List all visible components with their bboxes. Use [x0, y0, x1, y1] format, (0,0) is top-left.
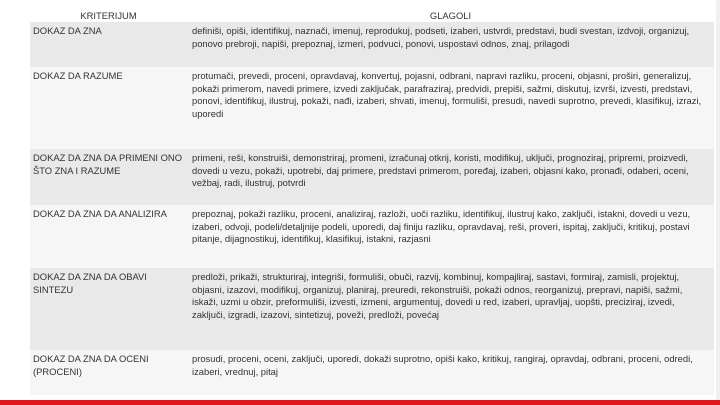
accent-bottom-bar [0, 400, 720, 405]
criterion-cell: DOKAZ DA ZNA DA OCENI (PROCENI) [30, 350, 187, 395]
table-row [30, 268, 714, 350]
criterion-cell: DOKAZ DA ZNA DA OBAVI SINTEZU [30, 268, 187, 350]
criteria-verbs-table [30, 10, 714, 395]
verbs-cell: prosudi, proceni, oceni, zaključi, uporedi, dokaži suprotno, opiši kako, kritikuj, rangiraj, opravdaj, odbrani, proceni, odredi, izaberi, vrednuj, pitaj [187, 350, 714, 395]
table-row [30, 22, 714, 67]
table-row [30, 205, 714, 268]
table-row [30, 67, 714, 149]
criterion-cell: DOKAZ DA ZNA DA PRIMENI ONO ŠTO ZNA I RAZUME [30, 149, 187, 205]
slide-right-edge [716, 0, 720, 400]
header-verbs: GLAGOLI [429, 10, 472, 21]
verbs-cell: definiši, opiši, identifikuj, naznači, imenuj, reprodukuj, podseti, izaberi, ustvrdi, predstavi, budi svestan, izdvoji, organizuj, ponovo prebroji, napiši, prepoznaj, izmeri, podvuci, ponovi, uspostavi odnos, znaj, prilagodi [187, 22, 714, 67]
criterion-cell: DOKAZ DA ZNA DA ANALIZIRA [30, 205, 187, 268]
table-row [30, 149, 714, 205]
criteria-table-container [30, 10, 714, 395]
verbs-cell: predloži, prikaži, strukturiraj, integriši, formuliši, obuči, razvij, kombinuj, kompajliraj, sastavi, formiraj, zamisli, projektuj, objasni, izazovi, modifikuj, organizuj, planiraj, preuredi, rekonstruiši, pokaži odnos, reorganizuj, prepravi, napiši, sažmi, iskaži, uzmi u obzir, preformuliši, izvesti, izmeni, argumentuj, dovedi u red, izaberi, upravljaj, uopšti, preciziraj, izvedi, zaključi, izgradi, izazovi, sintetizuj, poveži, predloži, povećaj [187, 268, 714, 350]
table-header-row [30, 10, 714, 22]
criterion-cell: DOKAZ DA ZNA [30, 22, 187, 67]
verbs-cell: protumači, prevedi, proceni, opravdavaj, konvertuj, pojasni, odbrani, napravi razliku, proceni, objasni, proširi, generalizuj, pokaži primerom, navedi primere, izvedi zaključak, parafraziraj, predvidi, prepiši, sažmi, diskutuj, izvrši, izvesti, predstavi, ponovi, identifikuj, ilustruj, pokaži, nađi, izaberi, shvati, imenuj, formuliši, presudi, navedi suprotno, prevedi, klasifikuj, izrazi, uporedi [187, 67, 714, 149]
criterion-cell: DOKAZ DA RAZUME [30, 67, 187, 149]
verbs-cell: primeni, reši, konstruiši, demonstriraj, promeni, izračunaj otkrij, koristi, modifikuj, uključi, prognoziraj, pripremi, proizvedi, dovedi u vezu, pokaži, upotrebi, daj primere, predstavi primerom, poređaj, izaberi, objasni kako, pronađi, odaberi, oceni, vežbaj, radi, ilustruj, potvrdi [187, 149, 714, 205]
table-row [30, 350, 714, 395]
header-criterion: KRITERIJUM [80, 10, 137, 21]
verbs-cell: prepoznaj, pokaži razliku, proceni, analiziraj, razloži, uoči razliku, identifikuj, ilustruj kako, zaključi, istakni, dovedi u vezu, izaberi, odvoji, podeli/detaljnije podeli, uporedi, daj finiju razliku, opravdavaj, reši, proveri, ispitaj, zaključi, kritikuj, postavi pitanje, dijagnostikuj, identifikuj, klasifikuj, istakni, razjasni [187, 205, 714, 268]
